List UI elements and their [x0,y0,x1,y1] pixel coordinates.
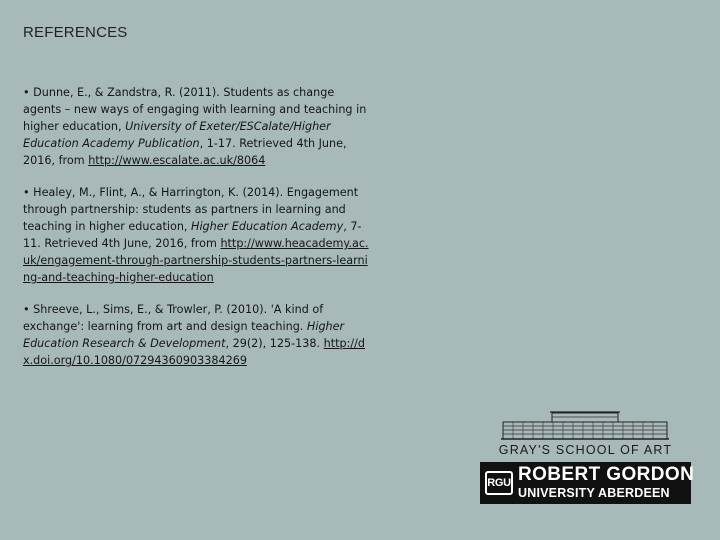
rgu-logo [480,462,695,504]
reference-link[interactable]: http://www.escalate.ac.uk/8064 [88,154,266,167]
reference-text: , 29(2), 125-138. [225,337,324,350]
page-title: REFERENCES [23,24,128,41]
institution-logo [480,408,695,504]
reference-link[interactable]: http://www.heacademy.ac.uk/engagement-through-partnership-students-partners-learning-and-teaching-higher-education [23,237,369,284]
reference-source: Higher Education Academy [191,220,344,233]
reference-item [23,301,369,369]
reference-link[interactable]: http://dx.doi.org/10.1080/07294360903384269 [23,337,366,367]
bullet: • [23,303,30,316]
rgu-badge: RGU [485,471,513,495]
gsa-name: GRAY'S SCHOOL OF ART [498,443,673,457]
reference-text: Shreeve, L., Sims, E., & Trowler, P. (2010). 'A kind of exchange': learning from art and design teaching. [23,303,324,333]
bullet: • [23,186,30,199]
reference-list [23,84,369,384]
reference-text: , 7-11. Retrieved 4th June, 2016, from [23,220,362,250]
bullet: • [23,86,30,99]
building-icon [480,408,691,442]
rgu-name: ROBERT GORDON [518,464,695,485]
reference-text: Dunne, E., & Zandstra, R. (2011). Students as change agents – new ways of engaging with learning and teaching in higher education, [23,86,367,133]
reference-source: Higher Education Research & Development [23,320,345,350]
reference-text: , 1-17. Retrieved 4th June, 2016, from [23,137,347,167]
reference-text: Healey, M., Flint, A., & Harrington, K. (2014). Engagement through partnership: students as partners in learning and teaching in higher education, [23,186,359,233]
reference-source: University of Exeter/ESCalate/Higher Education Academy Publication [23,120,331,150]
reference-item [23,84,369,169]
reference-item [23,184,369,286]
rgu-subtitle: UNIVERSITY ABERDEEN [518,486,670,500]
